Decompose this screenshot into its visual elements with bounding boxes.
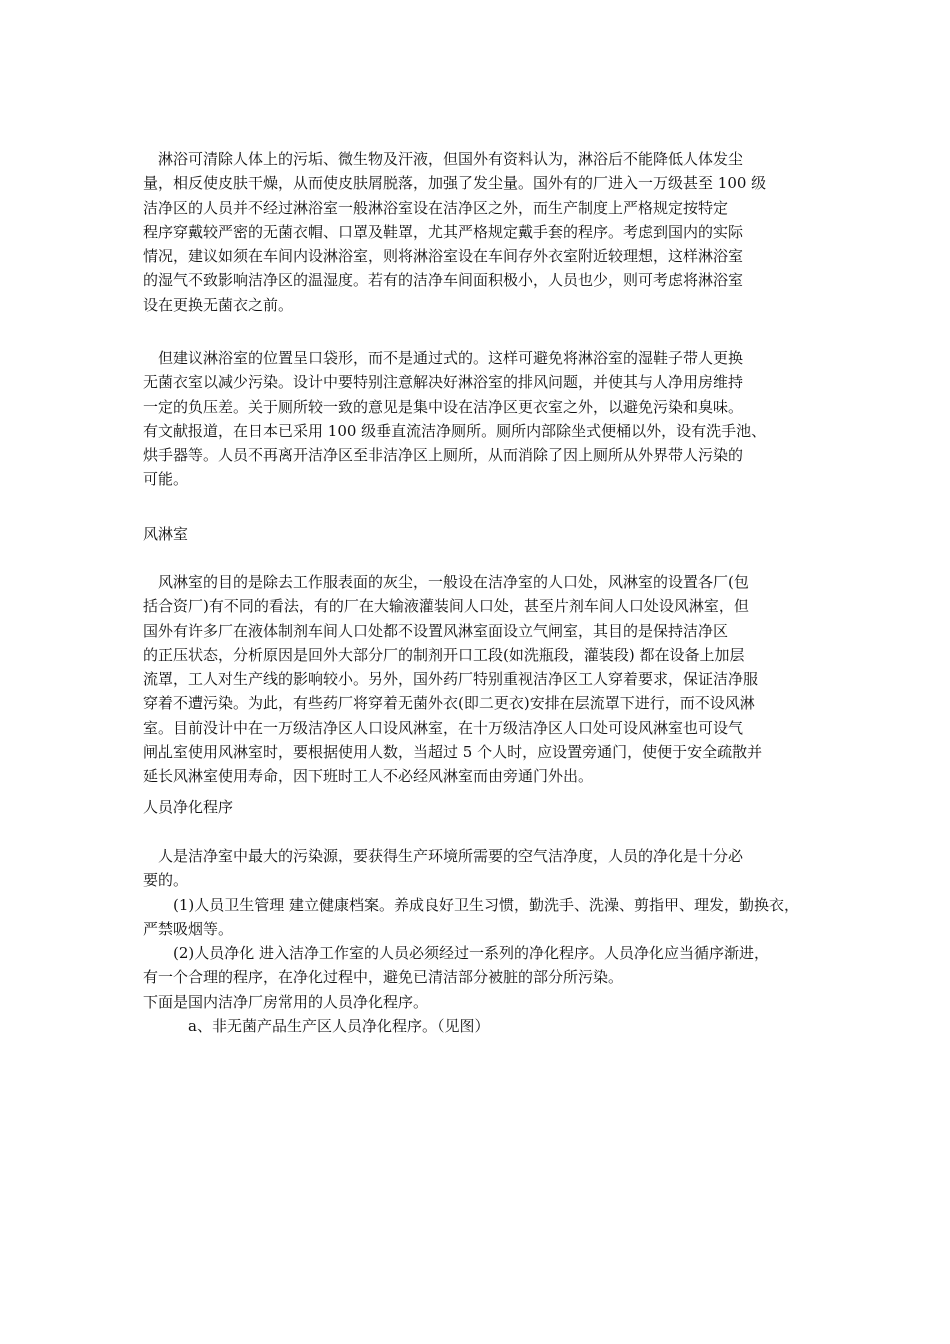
text-line: 可能。 [143, 470, 189, 489]
text-line: 无菌衣室以减少污染。设计中要特别注意解决好淋浴室的排风问题，并使其与人净用房维持 [143, 373, 744, 392]
text-line: 人是洁净室中最大的污染源，要获得生产环境所需要的空气洁净度，人员的净化是十分必 [143, 847, 744, 865]
text-line: 闸乩室使用风淋室时，要根据使用人数，当超过 5 个人时，应设置旁通门，使便于安全疏散并 [143, 743, 763, 762]
text-line: (1)人员卫生管理 建立健康档案。养成良好卫生习惯，勤洗手、洗澡、剪指甲、理发，勤换衣， [143, 895, 800, 914]
text-line: 淋浴可清除人体上的污垢、微生物及汗液，但国外有资料认为，淋浴后不能降低人体发尘 [143, 150, 744, 168]
text-line: 有文献报道，在日本已采用 100 级垂直流洁净厕所。厕所内部除坐式便桶以外，设有洗手池、 [143, 421, 767, 440]
text-line: 一定的负压差。关于厕所较一致的意见是集中设在洁净区更衣室之外，以避免污染和臭味。 [143, 397, 744, 416]
text-line: 延长风淋室使用寿命，因下班时工人不必经风淋室而由旁通门外出。 [143, 767, 594, 786]
text-line: 设在更换无菌衣之前。 [143, 295, 294, 314]
text-line: 穿着不遭污染。为此，有些药厂将穿着无菌外衣(即二更衣)安排在层流罩下进行，而不设风淋 [143, 694, 755, 713]
text-line: 的湿气不致影响洁净区的温湿度。若有的洁净车间面积极小，人员也少，则可考虑将淋浴室 [143, 271, 744, 290]
text-line: 量，相反使皮肤干燥，从而使皮肤屑脱落，加强了发尘量。国外有的厂进入一万级甚至 100 级 [143, 174, 767, 193]
section-heading-air-shower: 风淋室 [143, 525, 189, 543]
section-heading-personnel-purification: 人员净化程序 [143, 798, 234, 816]
text-line: 室。目前没计中在一万级洁净区人口设风淋室，在十万级洁净区人口处可设风淋室也可设气 [143, 718, 744, 737]
text-line: 的正压状态，分析原因是回外大部分厂的制剂开口工段(如洗瓶段，灌装段) 都在设备上加层 [143, 645, 745, 664]
paragraph-personnel-purification [143, 844, 811, 1038]
text-line: 括合资厂)有不同的看法，有的厂在大输液灌装间人口处，甚至片剂车间人口处设风淋室，但 [143, 597, 749, 616]
text-line: 洁净区的人员并不经过淋浴室一般淋浴室设在洁净区之外，而生产制度上严格规定按特定 [143, 198, 729, 217]
paragraph-shower-layout [143, 346, 811, 492]
text-line: 要的。 [143, 871, 189, 890]
paragraph-air-shower [143, 570, 811, 789]
text-line: 程序穿戴较严密的无菌衣帽、口罩及鞋罩，尤其严格规定戴手套的程序。考虑到国内的实际 [143, 222, 744, 241]
text-line: 有一个合理的程序，在净化过程中，避免已清洁部分被脏的部分所污染。 [143, 968, 624, 987]
text-line: 烘手器等。人员不再离开洁净区至非洁净区上厕所，从而消除了因上厕所从外界带人污染的 [143, 446, 744, 465]
paragraph-shower-room [143, 147, 811, 317]
text-line: 情况，建议如须在车间内设淋浴室，则将淋浴室设在车间存外衣室附近较理想，这样淋浴室 [143, 247, 744, 266]
text-line: 国外有许多厂在液体制剂车间人口处都不设置风淋室面设立气闸室，其目的是保持洁净区 [143, 621, 729, 640]
text-line: (2)人员净化 进入洁净工作室的人员必须经过一系列的净化程序。人员净化应当循序渐进， [143, 944, 770, 963]
text-line: 严禁吸烟等。 [143, 919, 234, 938]
text-line: 流罩，工人对生产线的影响较小。另外，国外药厂特别重视洁净区工人穿着要求，保证洁净服 [143, 670, 759, 689]
text-line: 下面是国内洁净厂房常用的人员净化程序。 [143, 992, 429, 1011]
text-line: 风淋室的目的是除去工作服表面的灰尘，一般设在洁净室的人口处，风淋室的设置各厂(包 [143, 573, 749, 591]
text-line: a、非无菌产品生产区人员净化程序。（见图） [143, 1017, 490, 1036]
text-line: 但建议淋浴室的位置呈口袋形，而不是通过式的。这样可避免将淋浴室的湿鞋子带人更换 [143, 349, 744, 367]
